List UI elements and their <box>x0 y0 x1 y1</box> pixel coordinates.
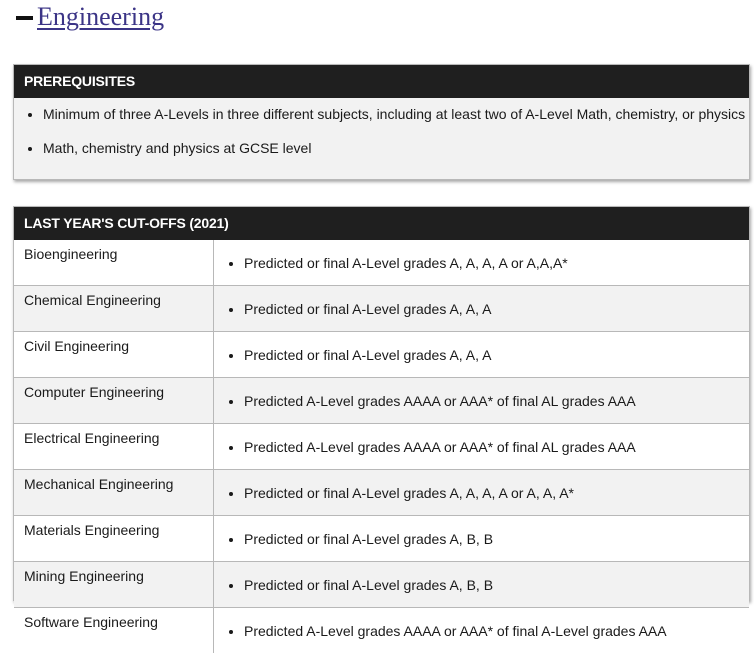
grade-requirement: • Predicted or final A-Level grades A, B, B <box>244 531 749 547</box>
grade-cell <box>214 240 750 286</box>
grade-requirement: • Predicted or final A-Level grades A, A, A, A or A,A,A* <box>244 255 749 271</box>
cutoffs-header: LAST YEAR'S CUT-OFFS (2021) <box>14 207 749 240</box>
program-name: Bioengineering <box>14 240 214 286</box>
table-row <box>14 332 749 378</box>
grade-cell <box>214 516 750 562</box>
grade-requirement: • Predicted or final A-Level grades A, A, A, A or A, A, A* <box>244 485 749 501</box>
program-name: Mining Engineering <box>14 562 214 608</box>
grade-requirement: • Predicted A-Level grades AAAA or AAA* of final AL grades AAA <box>244 393 749 409</box>
prerequisites-header: PREREQUISITES <box>14 65 749 98</box>
grade-cell <box>214 378 750 424</box>
table-row <box>14 608 749 653</box>
grade-requirement: • Predicted A-Level grades AAAA or AAA* of final A-Level grades AAA <box>244 623 749 639</box>
table-row <box>14 240 749 286</box>
table-row <box>14 516 749 562</box>
table-row <box>14 470 749 516</box>
grade-cell <box>214 332 750 378</box>
grade-cell <box>214 424 750 470</box>
table-row <box>14 286 749 332</box>
program-name: Civil Engineering <box>14 332 214 378</box>
grade-requirement: • Predicted or final A-Level grades A, B, B <box>244 577 749 593</box>
grade-cell <box>214 608 750 653</box>
cutoffs-panel <box>13 206 750 601</box>
table-row <box>14 562 749 608</box>
engineering-link[interactable]: Engineering <box>37 2 164 32</box>
list-item: • Math, chemistry and physics at GCSE level <box>43 140 749 157</box>
grade-cell <box>214 286 750 332</box>
program-name: Software Engineering <box>14 608 214 653</box>
program-name: Chemical Engineering <box>14 286 214 332</box>
program-name: Computer Engineering <box>14 378 214 424</box>
table-row <box>14 424 749 470</box>
program-name: Mechanical Engineering <box>14 470 214 516</box>
grade-cell <box>214 470 750 516</box>
grade-requirement: • Predicted or final A-Level grades A, A, A <box>244 301 749 317</box>
list-item: • Minimum of three A-Levels in three different subjects, including at least two of A-Level Math, chemistry, or physics <box>43 106 749 123</box>
program-name: Materials Engineering <box>14 516 214 562</box>
collapse-icon[interactable] <box>16 16 33 20</box>
table-row <box>14 378 749 424</box>
program-name: Electrical Engineering <box>14 424 214 470</box>
grade-cell <box>214 562 750 608</box>
cutoffs-table <box>14 240 749 653</box>
prerequisites-panel <box>13 64 750 180</box>
section-heading <box>16 2 164 32</box>
grade-requirement: • Predicted A-Level grades AAAA or AAA* of final AL grades AAA <box>244 439 749 455</box>
prerequisites-list <box>14 98 749 157</box>
grade-requirement: • Predicted or final A-Level grades A, A, A <box>244 347 749 363</box>
